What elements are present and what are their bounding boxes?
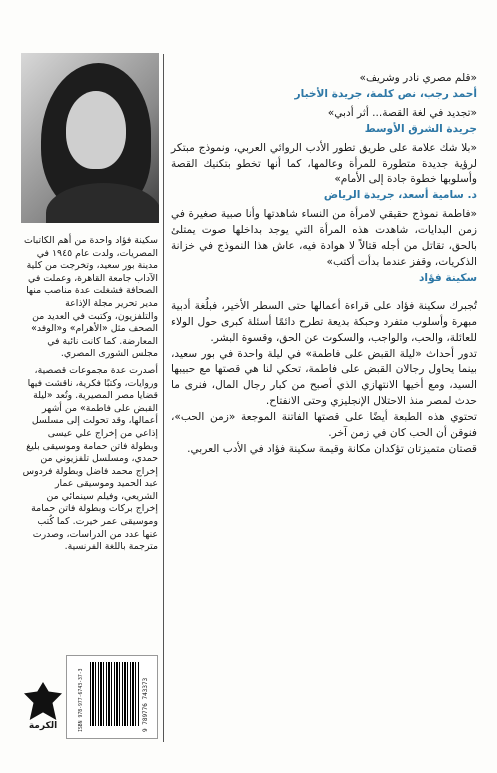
- review-source: د. سامية أسعد، جريدة الرياض: [323, 189, 477, 202]
- body-paragraph-3: تحتوي هذه الطبعة أيضًا على قصتها الفاتنة الموجعة «زمن الحب»، فنوقن أن الحب كان في زمن آخر.: [171, 411, 477, 440]
- publisher-name: الكرمة: [28, 721, 58, 731]
- body-paragraph-4: قصتان متميزتان تؤكدان مكانة وقيمة سكينة فؤاد في الأدب العربي.: [187, 442, 477, 455]
- back-cover-text: [171, 71, 477, 458]
- isbn-number: 9 789776 743373: [142, 677, 149, 732]
- review-source: سكينة فؤاد: [419, 271, 477, 284]
- column-divider: [163, 54, 164, 742]
- author-bio: [22, 235, 158, 558]
- body-paragraph-1: تُجبرك سكينة فؤاد على قراءة أعمالها حتى السطر الأخير، فبلُغة أدبية مبهرة وأسلوب متفرد وحبكة بديعة تطرح دائمًا أسئلة كبرى حول الولاء للعائلة، والحب، والواجب، والسكوت عن الحق، وقسوة البشر.: [171, 299, 477, 344]
- review-quote: «قلم مصري نادر وشريف»: [359, 72, 477, 84]
- barcode: [90, 662, 140, 726]
- body-paragraph-2: تدور أحداث «ليلة القبض على فاطمة» في ليلة واحدة في بور سعيد، بينما يحاول رجالان القبض على فاطمة، تحكي لنا هي قصتها مع حبيبها السيد، ومع أخيها الانتهازي الذي أصبح من كبار رجال المال، فنرى ما حدث لمصر منذ الاحتلال الإنجليزي وحتى الانفتاح.: [171, 347, 477, 408]
- publisher-logo: [24, 682, 62, 736]
- bio-paragraph-2: أصدرت عدة مجموعات قصصية، وروايات، وكتبًا فكرية، ناقشت فيها قضايا مصر المصيرية. وتُعد «ليلة القبض على فاطمة» من أشهر أعمالها، وقد تحولت إلى مسلسل إذاعي من إخراج علي عيسى وبطولة فاتن حمامة وموسيقى بليغ حمدي، ومسلسل تلفزيوني من إخراج محمد فاضل وبطولة فردوس عبد الحميد وموسيقى عمار الشريعي، وفيلم سينمائي من إخراج بركات وبطولة فاتن حمامة وموسيقى عمر خيرت. كما كُتب عنها عدد من الدراسات، وصدرت مترجمة باللغة الفرنسية.: [22, 364, 158, 553]
- bio-paragraph-1: سكينة فؤاد واحدة من أهم الكاتبات المصريات، ولدت عام ١٩٤٥ في مدينة بور سعيد، وتخرجت من كلية الآداب جامعة القاهرة، وعملت في الصحافة فشغلت عدة مناصب منها مدير تحرير مجلة الإذاعة والتلفزيون، وكتبت في العديد من الصحف مثل «الأهرام» و«الوفد» المعارضة. كما كانت نائبة في مجلس الشورى المصري.: [23, 235, 158, 360]
- review-source: جريدة الشرق الأوسط: [364, 122, 477, 135]
- review-source: أحمد رجب، نص كلمة، جريدة الأخبار: [294, 87, 477, 100]
- review-quote: «بلا شك علامة على طريق تطور الأدب الروائي العربي، ونموذج مبتكر لرؤية جديدة متطورة للمرأة وعالمها، كما أنها تخطو بتكنيك القصة وأسلوبها خطوة جادة إلى الأمام»: [171, 141, 477, 186]
- review-quote: «تجديد في لغة القصة... أثر أدبي»: [327, 106, 477, 119]
- review-quote: «فاطمة نموذج حقيقي لامرأة من النساء شاهدتها وأنا صبية صغيرة في زمن البدايات، شاهدت هذه المرأة التي يوجد بداخلها صوت يمتلئ بالحق، تقاتل من أجله قتالاً لا هوادة فيه، عاش هذا النموذج في خزانة الذكريات، وقفز عندما بدأت أكتب»: [171, 208, 477, 268]
- author-photo: [21, 53, 159, 223]
- isbn-label: ISBN 978-977-6743-37-3: [79, 668, 84, 732]
- vine-leaf-icon: [24, 682, 62, 720]
